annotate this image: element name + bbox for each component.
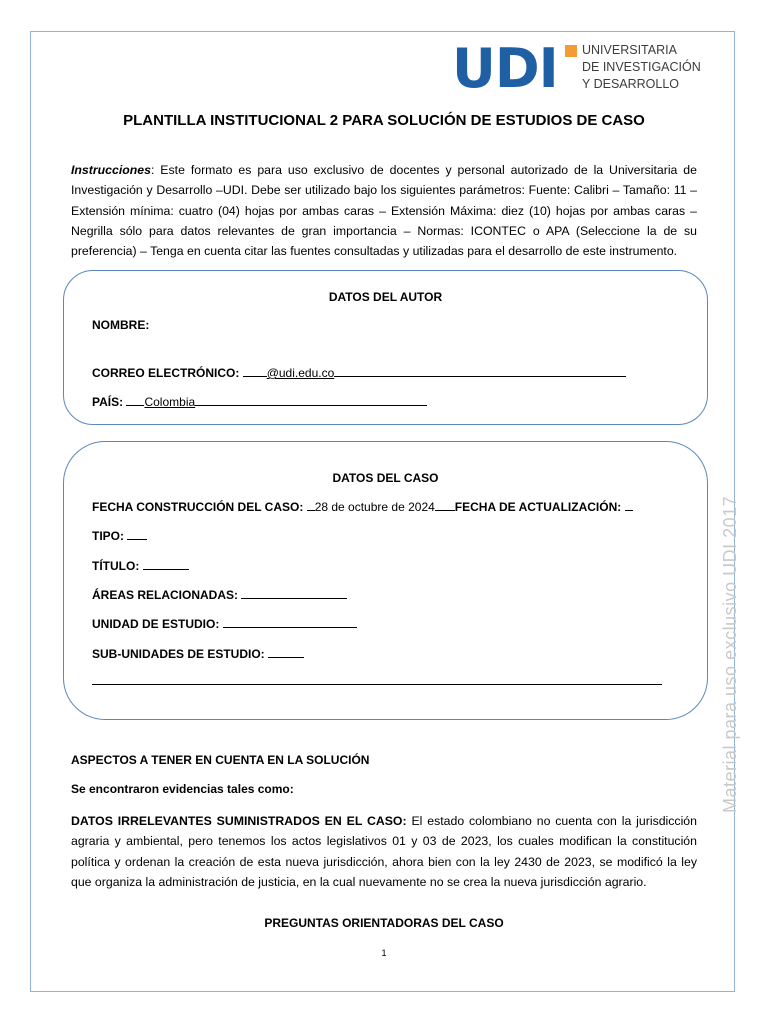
author-country-value: Colombia	[144, 395, 196, 409]
logo-line-1: UNIVERSITARIA	[582, 43, 677, 57]
author-country-field[interactable]	[92, 394, 427, 409]
case-subunits-field[interactable]	[92, 646, 304, 661]
case-date-label: FECHA CONSTRUCCIÓN DEL CASO:	[92, 500, 304, 514]
irrelevant-data-label: DATOS IRRELEVANTES SUMINISTRADOS EN EL CASO:	[71, 814, 407, 828]
instructions-label: Instrucciones	[71, 163, 151, 177]
logo-line-2: DE INVESTIGACIÓN	[582, 60, 701, 74]
author-email-label: CORREO ELECTRÓNICO:	[92, 366, 240, 380]
author-section-title: DATOS DEL AUTOR	[328, 290, 443, 304]
case-extra-line[interactable]	[92, 684, 662, 685]
case-unit-label: UNIDAD DE ESTUDIO:	[92, 617, 220, 631]
case-date-field[interactable]	[92, 499, 633, 514]
author-email-field[interactable]	[92, 365, 626, 380]
logo-mark: UDI	[452, 37, 558, 100]
case-type-field[interactable]	[92, 528, 147, 543]
case-update-label: FECHA DE ACTUALIZACIÓN:	[454, 500, 622, 514]
author-email-value: @udi.edu.co	[266, 366, 335, 380]
author-name-label: NOMBRE:	[92, 318, 150, 332]
case-subunits-label: SUB-UNIDADES DE ESTUDIO:	[92, 647, 265, 661]
logo-line-3: Y DESARROLLO	[582, 77, 680, 91]
case-areas-field[interactable]	[92, 587, 347, 602]
case-data-box	[63, 441, 708, 720]
document-title: PLANTILLA INSTITUCIONAL 2 PARA SOLUCIÓN DE ESTUDIOS DE CASO	[123, 112, 645, 129]
aspects-heading: ASPECTOS A TENER EN CUENTA EN LA SOLUCIÓN	[71, 753, 370, 767]
logo-text	[582, 42, 701, 93]
case-unit-field[interactable]	[92, 616, 357, 631]
case-section-title: DATOS DEL CASO	[332, 471, 439, 485]
page-number: 1	[381, 948, 387, 958]
author-country-label: PAÍS:	[92, 395, 124, 409]
questions-heading: PREGUNTAS ORIENTADORAS DEL CASO	[264, 916, 504, 930]
watermark: Material para uso exclusivo UDI 2017	[720, 495, 740, 813]
evidence-heading: Se encontraron evidencias tales como:	[71, 782, 294, 796]
author-name-field[interactable]	[92, 318, 149, 332]
case-areas-label: ÁREAS RELACIONADAS:	[92, 588, 239, 602]
case-type-label: TIPO:	[92, 529, 124, 543]
case-title-field[interactable]	[92, 558, 189, 573]
case-title-label: TÍTULO:	[92, 559, 140, 573]
case-date-value: 28 de octubre de 2024	[314, 500, 435, 514]
irrelevant-data-text: El estado colombiano no cuenta con la jurisdicción agraria y ambiental, pero tenemos los actos legislativos 01 y 03 de 2023, los cuales modifican la constitución política y ordenan la creación de esta nueva jurisdicción, ahora bien con la ley 2430 de 2023, se modificó la ley que organiza la administración de justicia, en la cual nuevamente no se crea la nueva jurisdicción agrario.	[71, 814, 697, 889]
udi-logo	[452, 37, 702, 100]
author-data-box	[63, 270, 708, 425]
instructions-text: : Este formato es para uso exclusivo de docentes y personal autorizado de la Universitaria de Investigación y Desarrollo –UDI. Debe ser utilizado bajo los siguientes parámetros: Fuente: Calibri – Tamaño: 11 – Extensión mínima: cuatro (04) hojas por ambas caras – Extensión Máxima: diez (10) hojas por ambas caras – Negrilla sólo para datos relevantes de gran importancia – Normas: ICONTEC o APA (Seleccione la de su preferencia) – Tenga en cuenta citar las fuentes consultadas y utilizadas para el desarrollo de este instrumento.	[71, 163, 697, 259]
logo-accent-square	[565, 45, 577, 57]
instructions-paragraph	[71, 160, 697, 261]
irrelevant-data-paragraph	[71, 811, 697, 892]
